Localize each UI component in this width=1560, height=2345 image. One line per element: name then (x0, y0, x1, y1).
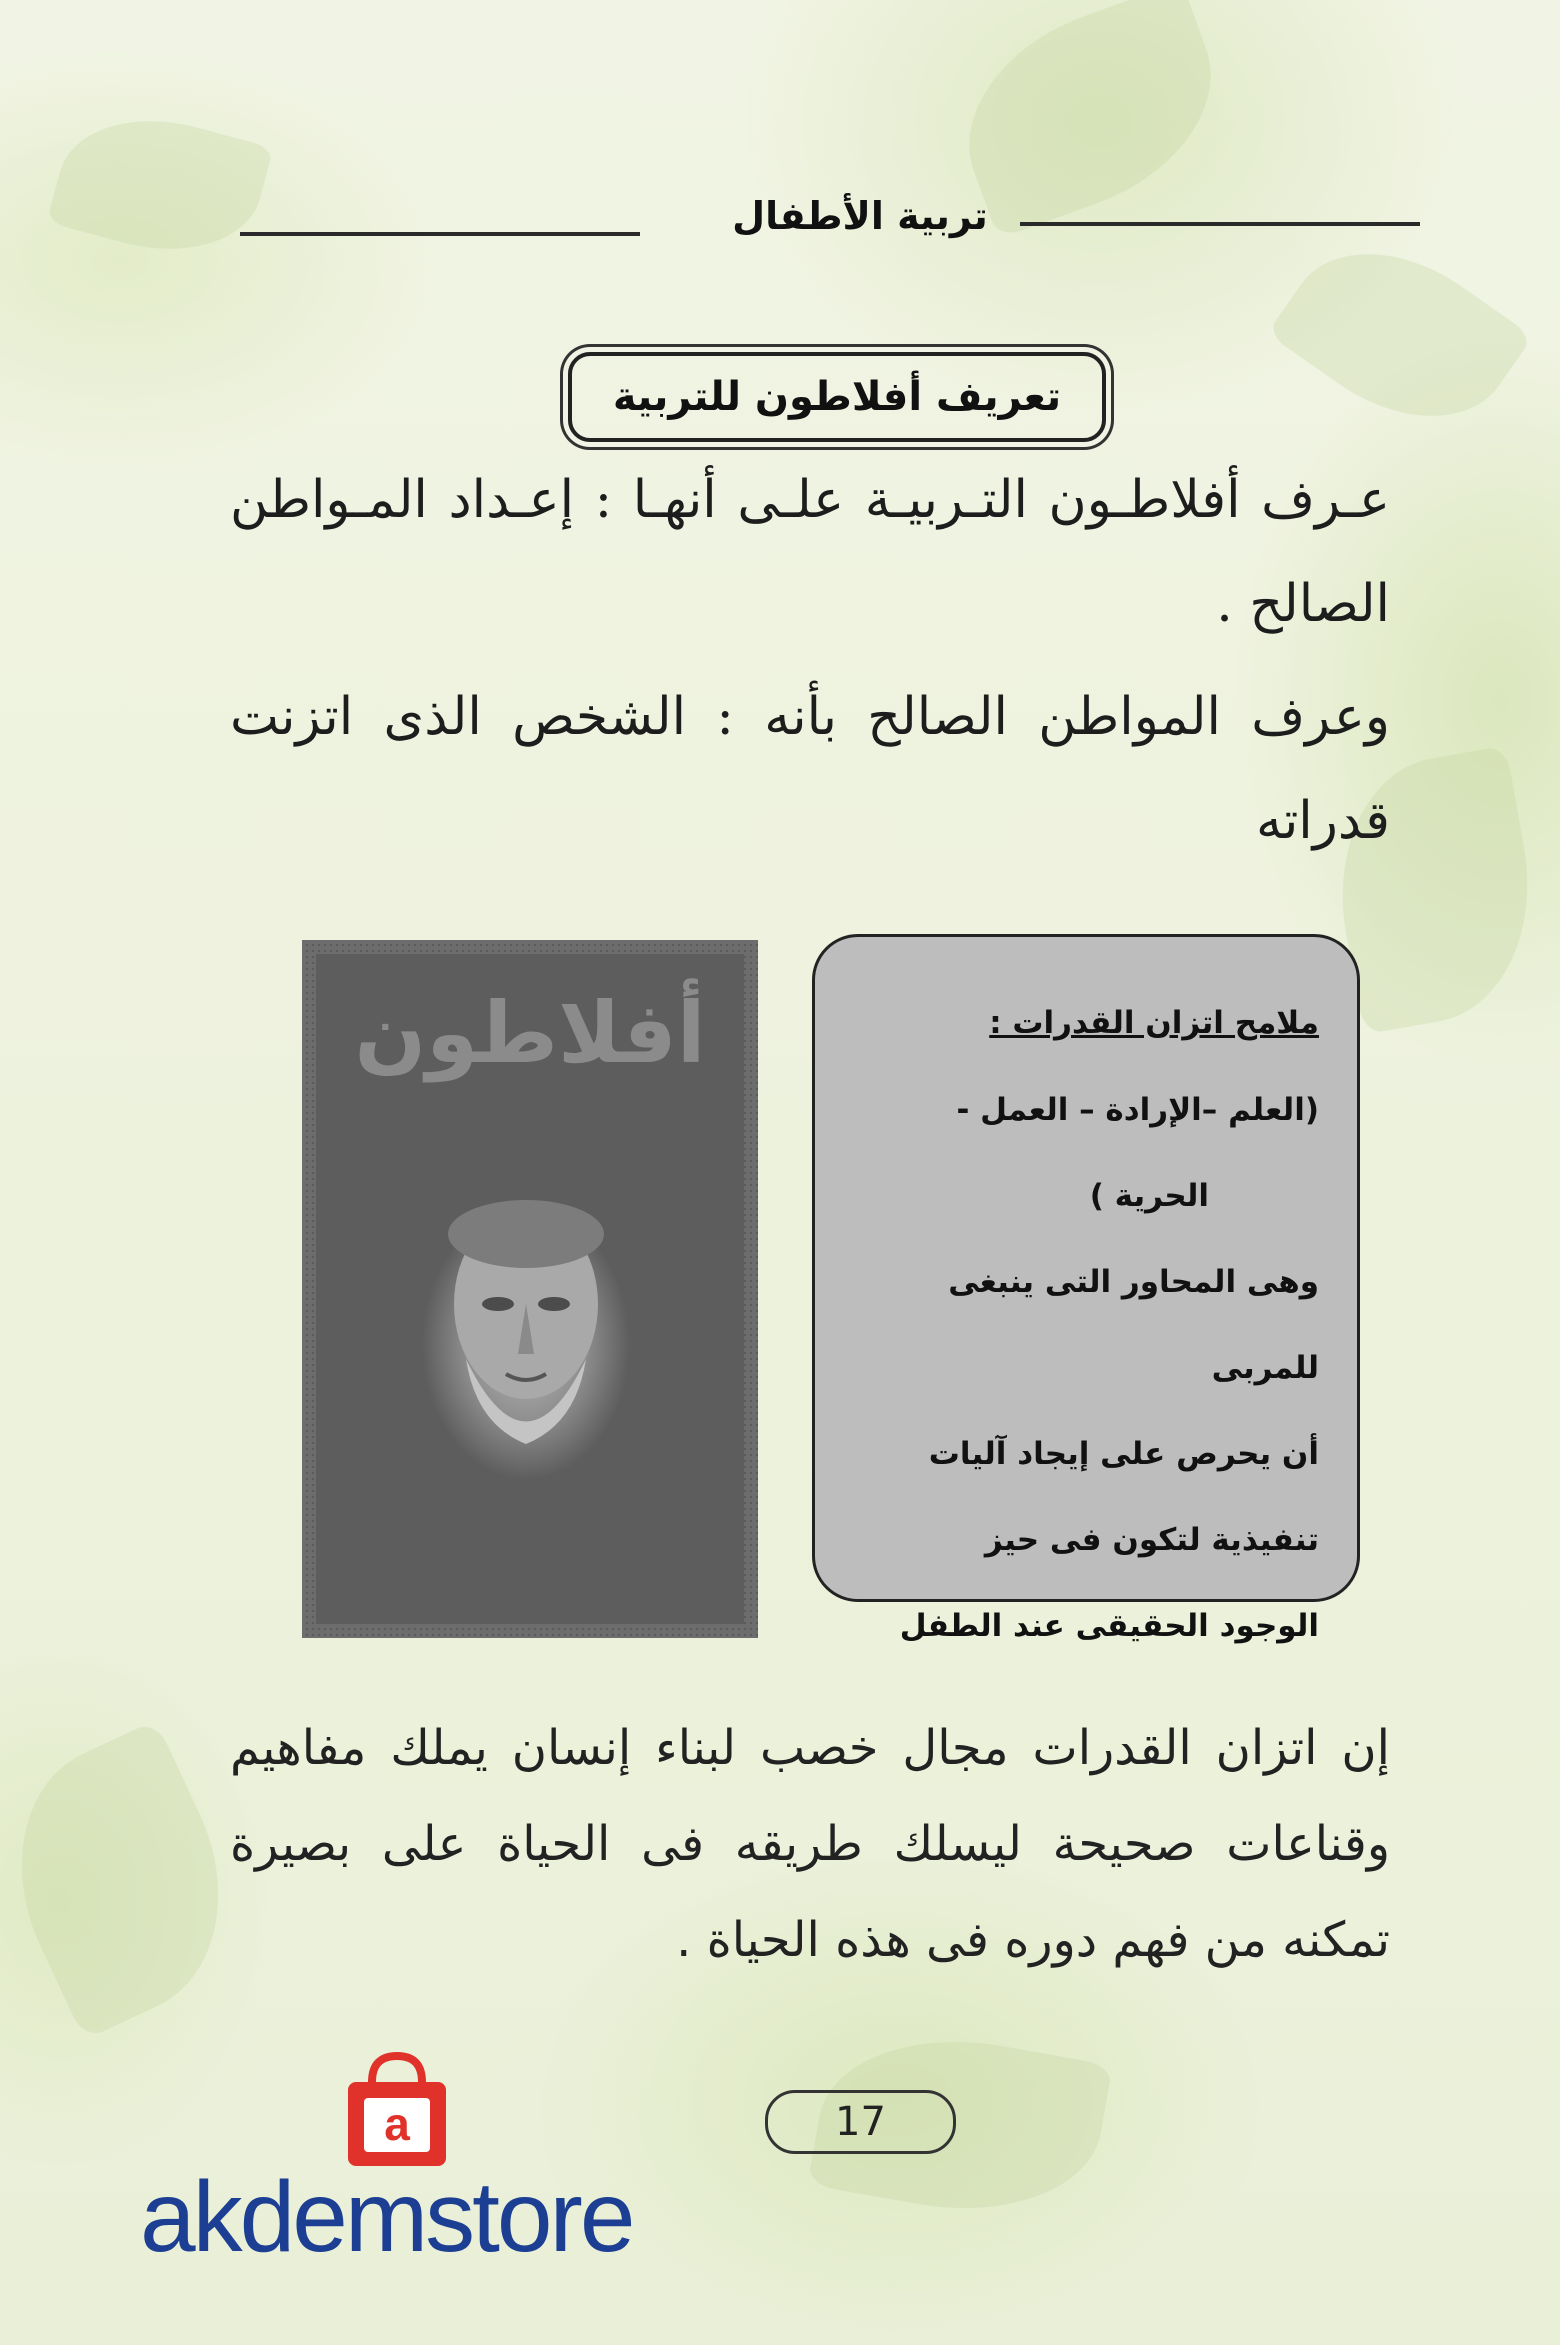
plato-portrait (302, 940, 758, 1638)
section-title: تعريف أفلاطون للتربية (612, 374, 1062, 420)
section-title-box (568, 352, 1106, 442)
note-heading: ملامح اتزان القدرات : (989, 1005, 1319, 1041)
note-line: (العلم –الإرادة – العمل - (956, 1092, 1319, 1128)
header-rule-left (240, 232, 640, 236)
paragraph-good-citizen: وعرف المواطن الصالح بأنه : الشخص الذى اتزنت قدراته (230, 687, 1390, 851)
page-number: 17 (765, 2090, 956, 2154)
watermark-brand: akdemstore (140, 2161, 633, 2273)
background-leaf (0, 1720, 266, 2040)
note-line: الحرية ) (1089, 1178, 1209, 1214)
portrait-title: أفلاطون (354, 984, 706, 1082)
abilities-note-box (812, 934, 1360, 1644)
portrait-image (316, 954, 744, 1624)
header-title: تربية الأطفال (732, 194, 988, 238)
note-line: الوجود الحقيقى عند الطفل (899, 1608, 1319, 1644)
header-rule-right (1020, 222, 1420, 226)
book-bag-icon (342, 2052, 452, 2168)
svg-text:a: a (384, 2098, 410, 2150)
face-illustration (426, 1194, 626, 1454)
note-line: وهى المحاور التى ينبغى للمربى (948, 1264, 1319, 1386)
paragraph-balance: إن اتزان القدرات مجال خصب لبناء إنسان يملك مفاهيم وقناعات صحيحة ليسلك طريقه فى الحياة على بصيرة تمكنه من فهم دوره فى هذه الحياة . (230, 1720, 1390, 1968)
running-header (240, 190, 1420, 250)
note-line: أن يحرص على إيجاد آليات (928, 1436, 1319, 1472)
paragraph-definition: عـرف أفلاطـون التـربيـة علـى أنهـا : إعـداد المـواطن الصالح . (230, 470, 1390, 634)
note-line: تنفيذية لتكون فى حيز (984, 1522, 1319, 1558)
